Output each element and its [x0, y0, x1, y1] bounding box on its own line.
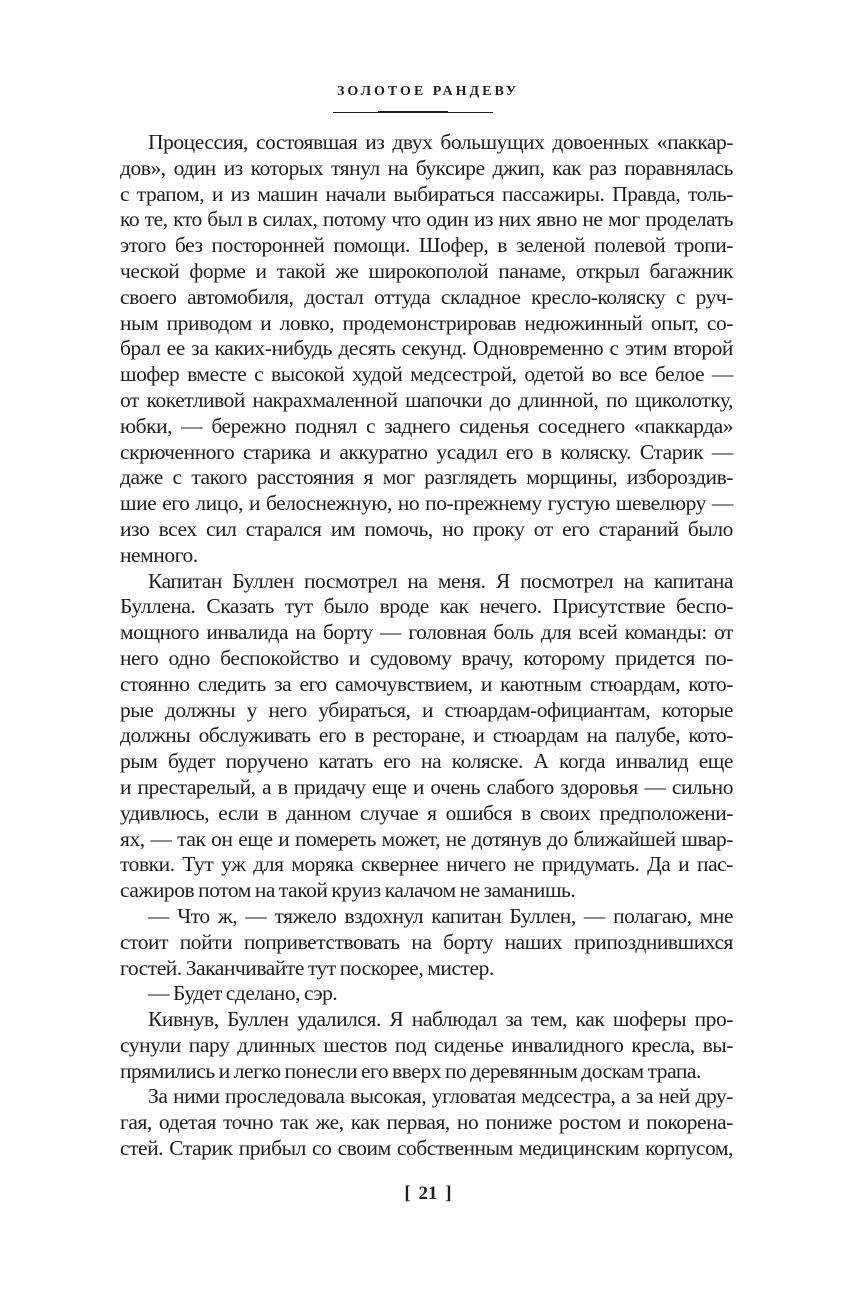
text-line: этого без посторонней помощи. Шофер, в зеленой полевой тропи- — [120, 233, 733, 258]
text-line: стоит пойти поприветствовать на борту наших припозднившихся — [120, 929, 733, 954]
text-line: с трапом, и из машин начали выбираться пассажиры. Правда, толь- — [120, 181, 733, 206]
text-line: сажиров потом на такой круиз калачом не заманишь. — [120, 878, 576, 903]
body-text — [120, 130, 733, 1162]
text-line: мощного инвалида на борту — головная боль для всей команды: от — [120, 620, 733, 645]
header-rule-accent — [378, 111, 448, 113]
text-line: прямились и легко понесли его вверх по деревянным доскам трапа. — [120, 1058, 701, 1083]
text-line: должны обслуживать его в ресторане, и стюардам на палубе, кото- — [120, 723, 733, 748]
text-line: удивлюсь, если в данном случае я ошибся в своих предположени- — [120, 800, 733, 825]
text-line: ным приводом и ловко, продемонстрировав недюжинный опыт, со- — [120, 310, 733, 335]
text-line: Кивнув, Буллен удалился. Я наблюдал за тем, как шоферы про- — [148, 1007, 733, 1032]
text-line: гая, одетая точно так же, как первая, но пониже ростом и покорена- — [120, 1110, 733, 1135]
text-line: ях, — так он еще и помереть может, не дотянув до ближайшей швар- — [120, 826, 733, 851]
text-line: За ними проследовала высокая, угловатая медсестра, а за ней дру- — [148, 1084, 733, 1109]
text-line: брал ее за каких-нибудь десять секунд. Одновременно с этим второй — [120, 336, 733, 361]
text-line: Капитан Буллен посмотрел на меня. Я посмотрел на капитана — [148, 568, 733, 593]
text-line: него одно беспокойство и судовому врачу, которому придется по- — [120, 645, 733, 670]
text-line: товки. Тут уж для моряка сквернее ничего не придумать. Да и пас- — [120, 852, 733, 877]
page-number: [ 21 ] — [404, 1183, 452, 1204]
text-line: гостей. Заканчивайте тут поскорее, мистер. — [120, 955, 494, 980]
text-line: даже с такого расстояния я мог разглядеть морщины, избороздив- — [120, 465, 733, 490]
text-line: ко те, кто был в силах, потому что один из них явно не мог проделать — [120, 207, 733, 232]
text-line: от кокетливой накрахмаленной шапочки до длинной, по щиколотку, — [120, 387, 733, 412]
text-line: и престарелый, а в придачу еще и очень слабого здоровья — сильно — [120, 774, 733, 799]
text-line: Процессия, состоявшая из двух большущих довоенных «паккар- — [148, 130, 733, 154]
text-line: изо всех сил старался им помочь, но проку от его стараний было — [120, 516, 733, 541]
text-line: немного. — [120, 542, 198, 567]
text-line: стей. Старик прибыл со своим собственным медицинским корпусом, — [120, 1136, 733, 1161]
text-line: — Будет сделано, сэр. — [148, 981, 338, 1006]
text-line: рые должны у него убираться, и стюардам-официантам, которые — [120, 697, 733, 722]
running-head-title: ЗОЛОТОЕ РАНДЕВУ — [337, 84, 519, 99]
text-line: стоянно следить за его самочувствием, и каютным стюардам, кото- — [120, 671, 733, 696]
text-line: дов», один из которых тянул на буксире джип, как раз поравнялась — [120, 155, 733, 180]
text-line: скрюченного старика и аккуратно усадил его в коляску. Старик — — [120, 439, 733, 464]
text-line: рым будет поручено катать его на коляске. А когда инвалид еще — [120, 749, 733, 774]
text-line: своего автомобиля, достал оттуда складное кресло-коляску с руч- — [120, 284, 733, 309]
text-line: Буллена. Сказать тут было вроде как нечего. Присутствие беспо- — [120, 594, 733, 619]
text-line: шофер вместе с высокой худой медсестрой, одетой во все белое — — [120, 362, 733, 387]
text-line: ческой форме и такой же широкополой панаме, открыл багажник — [120, 258, 733, 283]
text-line: юбки, — бережно поднял с заднего сиденья соседнего «паккарда» — [120, 413, 733, 438]
text-line: сунули пару длинных шестов под сиденье инвалидного кресла, вы- — [120, 1032, 733, 1057]
text-line: шие его лицо, и белоснежную, но по-прежнему густую шевелюру — — [120, 491, 733, 516]
text-line: — Что ж, — тяжело вздохнул капитан Буллен, — полагаю, мне — [148, 903, 733, 928]
